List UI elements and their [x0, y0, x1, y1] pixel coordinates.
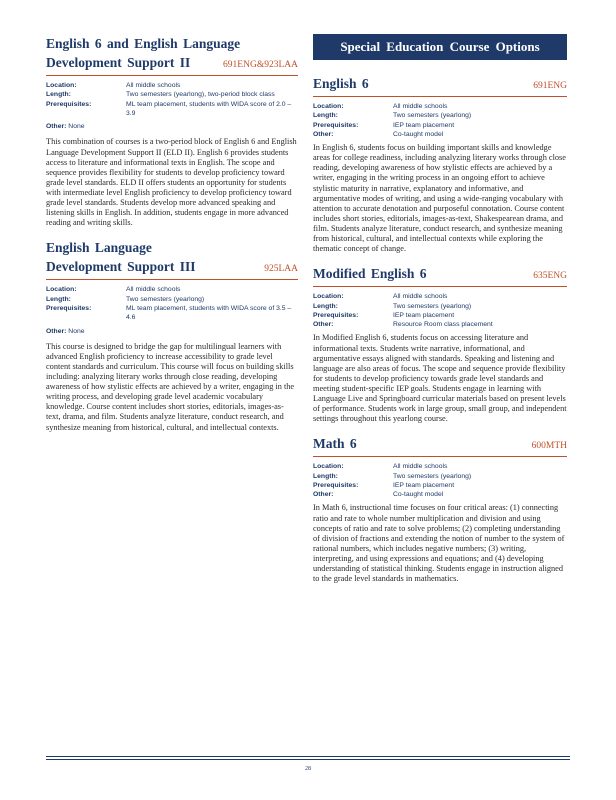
length-label: Length:	[46, 91, 71, 99]
course-title: Math 6	[313, 436, 357, 452]
course-title-line2: Development Support II	[46, 55, 191, 70]
prerequisites-value: ML team placement, students with WIDA score of 2.0 – 3.9	[126, 100, 292, 117]
title-divider	[46, 75, 298, 76]
footer-rule-bottom	[46, 759, 570, 760]
other-value: None	[68, 123, 85, 131]
other-label: Other:	[313, 130, 334, 138]
course-title: English 6	[313, 76, 369, 91]
course-title-row	[46, 257, 298, 276]
location-label: Location:	[313, 293, 344, 301]
course-title: Modified English 6	[313, 266, 427, 282]
course-title-row	[313, 434, 567, 453]
title-divider	[46, 279, 298, 280]
other-value: None	[68, 327, 85, 335]
course-title-row	[313, 74, 567, 93]
course-code: 691ENG&923LAA	[223, 60, 298, 70]
length-value: Two semesters (yearlong)	[393, 472, 472, 480]
course-description: In English 6, students focus on building important skills and knowledge areas for college readiness, including analyzing literary works through close reading, developing awareness of how stylistic effects are achieved by a writer, engaging in the writing process in an ongoing effort to achieve stylistic maturity in narrative, explanatory and informative, and argumentative modes of writing, and using a wide-ranging vocabulary with attention to accurate denotation and purposeful connotation. Course content includes short stories, editorials, images-as-text, Shakespearean drama, and film. Students analyze literature, conduct research, and synthesize meaning from historical, cultural, and intellectual contexts while exploring the thematic concept of change.	[313, 143, 566, 254]
location-value: All middle schools	[393, 463, 448, 471]
course-info	[46, 81, 298, 118]
prerequisites-value: IEP team placement	[393, 311, 455, 319]
course-info	[313, 462, 567, 499]
length-value: Two semesters (yearlong)	[126, 295, 205, 303]
location-value: All middle schools	[126, 82, 181, 89]
prerequisites-label: Prerequisites:	[313, 311, 359, 319]
title-divider	[313, 286, 567, 287]
length-label: Length:	[313, 472, 338, 480]
other-row	[46, 122, 298, 131]
prerequisites-value: ML team placement, students with WIDA score of 3.5 – 4.6	[126, 304, 292, 322]
course-info	[46, 285, 298, 322]
location-label: Location:	[46, 286, 77, 294]
other-label: Other:	[46, 327, 67, 335]
course-eng6-elds2	[46, 34, 298, 228]
course-elds3	[46, 238, 298, 432]
prerequisites-label: Prerequisites:	[313, 121, 359, 129]
location-value: All middle schools	[126, 286, 181, 294]
prerequisites-label: Prerequisites:	[313, 481, 359, 489]
course-math6	[313, 434, 567, 584]
course-title: English Language	[46, 240, 152, 256]
left-column	[46, 34, 298, 443]
length-label: Length:	[46, 295, 71, 303]
length-label: Length:	[313, 302, 338, 310]
location-label: Location:	[313, 463, 344, 471]
course-description: This combination of courses is a two-period block of English 6 and English Language Development Support II (ELD II). English 6 provides students access to literature and informational texts in English. The scope and sequence provides flexibility for students to develop proficiency toward grade level standards. ELD II offers students an opportunity for students with intermediate level English proficiency to develop proficiency toward grade level standards. Students develop more advanced speaking and listening skills in English. In addition, students engage in more advanced reading and writing skills.	[46, 137, 297, 228]
course-code: 635ENG	[533, 271, 567, 282]
location-label: Location:	[313, 103, 344, 110]
length-value: Two semesters (yearlong), two-period block class	[126, 91, 275, 99]
course-info	[313, 102, 567, 139]
course-code: 691ENG	[533, 81, 567, 91]
page-number: 28	[305, 766, 311, 772]
course-description: In Math 6, instructional time focuses on four critical areas: (1) connecting ratio and rate to whole number multiplication and division and using concepts of ratio and rate to solve problems; (2) completing understanding of division of fractions and extending the notion of number to the system of rational numbers, which includes negative numbers; (3) writing, interpreting, and using expressions and equations; and (4) developing understanding of statistical thinking. Students engage in instruction aligned to the grade level standards in mathematics.	[313, 503, 565, 584]
prerequisites-value: IEP team placement	[393, 121, 455, 129]
length-value: Two semesters (yearlong)	[393, 302, 472, 310]
course-modified-english6	[313, 264, 567, 424]
course-title-row	[313, 264, 567, 283]
other-row	[46, 327, 298, 336]
location-value: All middle schools	[393, 103, 448, 110]
other-label: Other:	[313, 321, 334, 329]
other-value: Co-taught model	[393, 491, 444, 499]
course-title-line2: Development Support III	[46, 259, 196, 275]
section-banner: Special Education Course Options	[313, 34, 567, 60]
prerequisites-label: Prerequisites:	[46, 304, 92, 312]
right-column	[313, 34, 567, 594]
other-value: Resource Room class placement	[393, 321, 493, 329]
prerequisites-value: IEP team placement	[393, 481, 455, 489]
course-english6	[313, 74, 567, 254]
other-label: Other:	[46, 123, 67, 131]
course-description: This course is designed to bridge the gap for multilingual learners with advanced English proficiency to increase accessibility to grade level content standards and curriculum. This course will focus on building skills including: analyzing literary works through close reading, developing awareness of how stylistic effects are achieved by a writer, engaging in the writing process, and developing grade level academic vocabulary knowledge. Course content includes short stories, editorials, images-as-text, drama, and film. Students analyze literature, conduct research, and synthesize meaning from historical, cultural, and intellectual contexts.	[46, 341, 295, 432]
course-info	[313, 292, 567, 329]
title-divider	[313, 456, 567, 457]
length-label: Length:	[313, 112, 338, 120]
other-label: Other:	[313, 491, 334, 499]
course-description: In Modified English 6, students focus on accessing literature and informational texts. Students write narrative, informational, and argumentative essays aligned with standards. Speaking and listening and language are also areas of focus. The scope and sequence provide flexibility for students to develop proficiency towards grade level standards and meeting student-specific IEP goals. Students engage in learning with Language Live and Springboard curricular materials based on present levels of performance. Students work in large group, small group, and independent settings throughout this yearlong course.	[313, 333, 567, 424]
title-divider	[313, 96, 567, 97]
footer-rule-top	[46, 756, 570, 757]
other-value: Co-taught model	[393, 130, 444, 138]
course-title-row	[46, 53, 298, 72]
course-title: English 6 and English Language	[46, 36, 241, 51]
course-code: 600MTH	[531, 441, 567, 452]
location-value: All middle schools	[393, 293, 448, 301]
length-value: Two semesters (yearlong)	[393, 112, 472, 120]
location-label: Location:	[46, 82, 77, 89]
course-code: 925LAA	[264, 264, 298, 275]
prerequisites-label: Prerequisites:	[46, 100, 92, 108]
